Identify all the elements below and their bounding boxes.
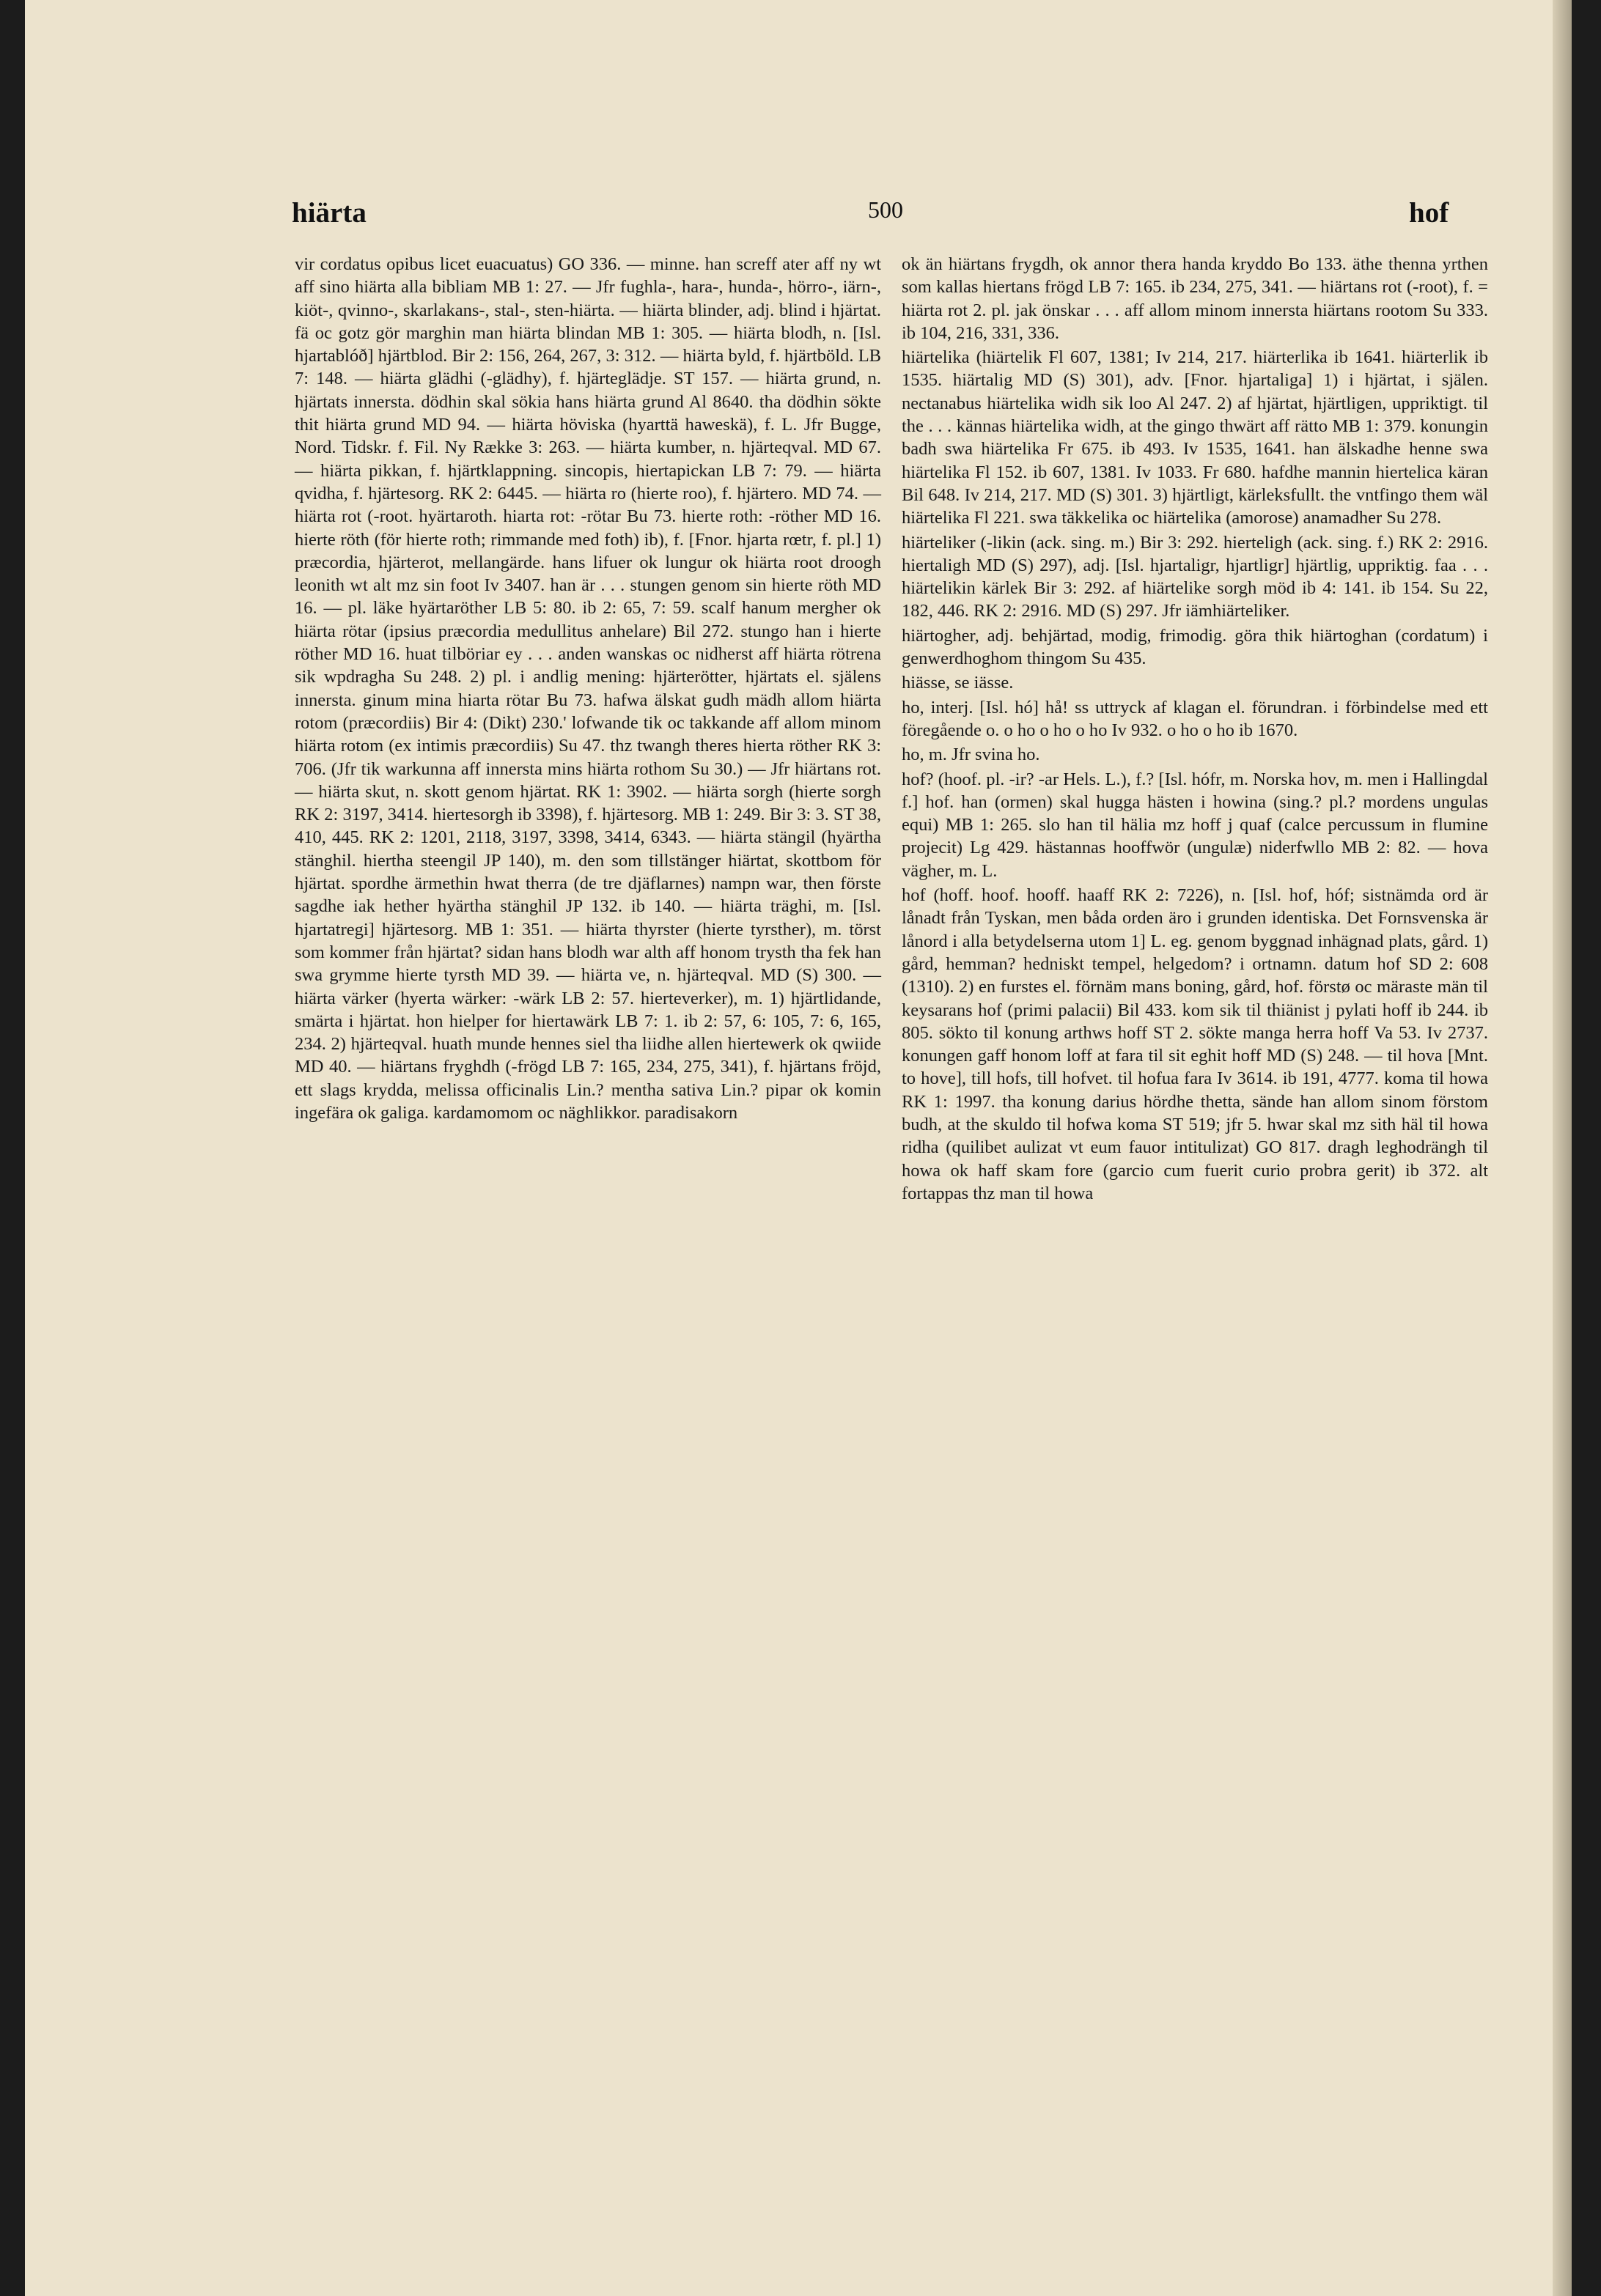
dictionary-page xyxy=(25,0,1572,2296)
page-number: 500 xyxy=(868,196,903,223)
left-column xyxy=(295,253,881,1124)
entry-paragraph: ho, interj. [Isl. hó] hå! ss uttryck af klagan el. förundran. i förbindelse med ett föregående o. o ho o ho o ho Iv 932. o ho o ho ib 1670. xyxy=(902,697,1488,740)
page-edge-shadow xyxy=(1553,0,1572,2296)
right-column xyxy=(902,253,1488,1205)
entry-paragraph: vir cordatus opibus licet euacuatus) GO 336. — minne. han screff ater aff ny wt aff sino hiärta alla bibliam MB 1: 27. — Jfr fughla-, hara-, hunda-, hörro-, iärn-, kiöt-, qvinno-, skarlakans-, stal-, sten-hiärta. — hiärta blinder, adj. blind i hjärtat. fä oc gotz gör marghin man hiärta blindan MB 1: 305. — hiärta blodh, n. [Isl. hjartablóð] hjärtblod. Bir 2: 156, 264, 267, 3: 312. — hiärta byld, f. hjärtböld. LB 7: 148. — hiärta glädhi (-glädhy), f. hjärteglädje. ST 157. — hiärta grund, n. hjärtats innersta. dödhin skal sökia hans hiärta grund Al 8640. tha dödhin sökte thit hiärta grund MD 94. — hiärta höviska (hyarttä haweskä), f. L. Jfr Bugge, Nord. Tidskr. f. Fil. Ny Række 3: 263. — hiärta kumber, n. hjärteqval. MD 67. — hiärta pikkan, f. hjärtklappning. sincopis, hiertapickan LB 7: 79. — hiärta qvidha, f. hjärtesorg. RK 2: 6445. — hiärta ro (hierte roo), f. hjärtero. MD 74. — hiärta rot (-root. hyärtaroth. hiarta rot: -rötar Bu 73. hierte roth: -röther MD 16. hierte röth (för hierte roth; rimmande med foth) ib), f. [Fnor. hjarta rœtr, f. pl.] 1) præcordia, hjärterot, mellangärde. hans lifuer ok lungur ok hiärta root droogh leonith wt alt mz sin foot Iv 3407. han är . . . stungen genom sin hierte röth MD 16. — pl. läke hyärtaröther LB 5: 80. ib 2: 65, 7: 59. scalf hanum mergher ok hiärta rötar (ipsius præcordia medullitus anhelare) Bil 272. stungo han i hierte röther MD 16. huat tilböriar ey . . . anden wanskas oc nidherst aff hiärta rötrena sik wpdragha Su 248. 2) pl. i andlig mening: hjärterötter, hjärtats el. själens innersta. ginum mina hiarta rötar Bu 73. hafwa älskat gudh mädh allom hiärta rotom (præcordiis) Bir 4: (Dikt) 230.' lofwande tik oc takkande aff allom minom hiärta rotom (ex intimis præcordiis) Su 47. thz twangh theres hierta röther RK 3: 706. (Jfr tik warkunna aff innersta mins hiärta rothom Su 30.) — Jfr hiärtans rot. — hiärta skut, n. skott genom hjärtat. RK 1: 3902. — hiärta sorgh (hierte sorgh RK 2: 3197, 3414. hiertesorgh ib 3398), f. hjärtesorg. MB 1: 249. Bir 3: 3. ST 38, 410, 445. RK 2: 1201, 2118, 3197, 3398, 3414, 6343. — hiärta stängil (hyärtha stänghil. hiertha steengil JP 140), m. den som tillstänger hiärtat, skottbom för hjärtat. spordhe ärmethin hwat therra (de tre djäflarnes) nampn war, then förste sagdhe iak hether hyärtha stänghil JP 132. ib 140. — hiärta träghi, m. [Isl. hjartatregi] hjärtesorg. MB 1: 351. — hiärta thyrster (hierte tyrsther), m. törst som kommer från hjärtat? sidan hans blodh war alth aff honom trysth tha fek han swa grymme hierte tyrsth MD 39. — hiärta ve, n. hjärteqval. MD (S) 300. — hiärta värker (hyerta wärker: -wärk LB 2: 57. hierteverker), m. 1) hjärtlidande, smärta i hjärtat. hon hielper for hiertawärk LB 7: 1. ib 2: 57, 6: 105, 7: 6, 165, 234. 2) hjärteqval. huath munde hennes siel tha liidhe allen hiertewerk ok qwiide MD 40. — hiärtans fryghdh (-frögd LB 7: 165, 234, 275, 341), f. hjärtans fröjd, ett slags krydda, melissa officinalis Lin.? mentha sativa Lin.? pipar ok komin ingefära ok galiga. kardamomom oc näghlikkor. paradisakorn xyxy=(295,254,881,1123)
running-head-left: hiärta xyxy=(292,197,367,229)
entry-paragraph: hof? (hoof. pl. -ir? -ar Hels. L.), f.? [Isl. hófr, m. Norska hov, m. men i Hallingdal f.] hof. han (ormen) skal hugga hästen i howina (sing.? pl.? mordens ungulas equi) MB 1: 265. slo han til hälia mz hoff j quaf (calce percussum in flumine projecit) Lg 429. hästannas hooffwör (ungulæ) niderfwllo MB 2: 82. — hova vägher, m. L. xyxy=(902,769,1488,881)
entry-paragraph: hiärtogher, adj. behjärtad, modig, frimodig. göra thik hiärtoghan (cordatum) i genwerdhoghom thingom Su 435. xyxy=(902,625,1488,669)
entry-paragraph: hof (hoff. hoof. hooff. haaff RK 2: 7226), n. [Isl. hof, hóf; sistnämda ord är lånadt från Tyskan, men båda orden äro i grunden identiska. Det Fornsvenska är lånord i alla betydelserna utom 1] L. eg. genom byggnad inhägnad plats, gård. 1) gård, hemman? hedniskt tempel, helgedom? i ortnamn. datum hof SD 2: 608 (1310). 2) en furstes el. förnäm mans boning, gård, hof. förstø oc märaste män til keysarans hof (primi palacii) Bil 433. kom sik til thiänist j pylati hoff ib 244. ib 805. sökto til konung arthws hoff ST 2. sökte manga herra hoff Va 53. Iv 2737. konungen gaff honom loff at fara til sit eghit hoff MD (S) 248. — til hova [Mnt. to hove], till hofs, till hofvet. til hofua fara Iv 3614. ib 191, 4777. koma til howa RK 1: 1997. tha konung darius hördhe thetta, sände han allom sinom förstom budh, at the skuldo til hofwa koma ST 519; jfr 5. hwar skal mz sith häl til howa ridha (quilibet aulizat vt eum fauor intitulizat) GO 817. dragh leghodrängh til howa ok haff skam fore (garcio cum fuerit curio probra gerit) ib 372. alt fortappas thz man til howa xyxy=(902,885,1488,1203)
entry-paragraph: ho, m. Jfr svina ho. xyxy=(902,745,1040,765)
running-head-right: hof xyxy=(1409,197,1449,229)
entry-paragraph: ok än hiärtans frygdh, ok annor thera handa kryddo Bo 133. äthe thenna yrthen som kallas hiertans frögd LB 7: 165. ib 234, 275, 341. — hiärtans rot (-root), f. = hiärta rot 2. pl. jak önskar . . . aff allom minom innersta hiärtans rootom Su 333. ib 104, 216, 331, 336. xyxy=(902,254,1488,343)
entry-paragraph: hiärtelika (hiärtelik Fl 607, 1381; Iv 214, 217. hiärterlika ib 1641. hiärterlik ib 1535. hiärtalig MD (S) 301), adv. [Fnor. hjartaliga] 1) i hjärtat, i själen. nectanabus hiärtelika widh sik loo Al 247. 2) af hjärtat, hjärtligen, uppriktigt. til the . . . kännas hiärtelika widh, at the gingo thwärt aff rätto MB 1: 379. konungin badh swa hiärtelika Fr 675. ib 493. Iv 1535, 1641. han älskadhe henne swa hiärtelika Fl 152. ib 607, 1381. Iv 1033. Fr 680. hafdhe mannin hiertelica käran Bil 648. Iv 214, 217. MD (S) 301. 3) hjärtligt, kärleksfullt. the vntfingo them wäl hiärtelika Fl 221. swa täkkelika oc hiärtelika (amorose) anamadher Su 278. xyxy=(902,347,1488,528)
entry-paragraph: hiärteliker (-likin (ack. sing. m.) Bir 3: 292. hierteligh (ack. sing. f.) RK 2: 2916. hiertaligh MD (S) 297), adj. [Isl. hjartaligr, hjartligr] hjärtlig, uppriktig. faa . . . hiärtelikin kärlek Bir 3: 292. af hiärtelike sorgh möd ib 4: 141. ib 154. Su 22, 182, 446. RK 2: 2916. MD (S) 297. Jfr iämhiärteliker. xyxy=(902,532,1488,621)
entry-paragraph: hiässe, se iässe. xyxy=(902,673,1014,693)
